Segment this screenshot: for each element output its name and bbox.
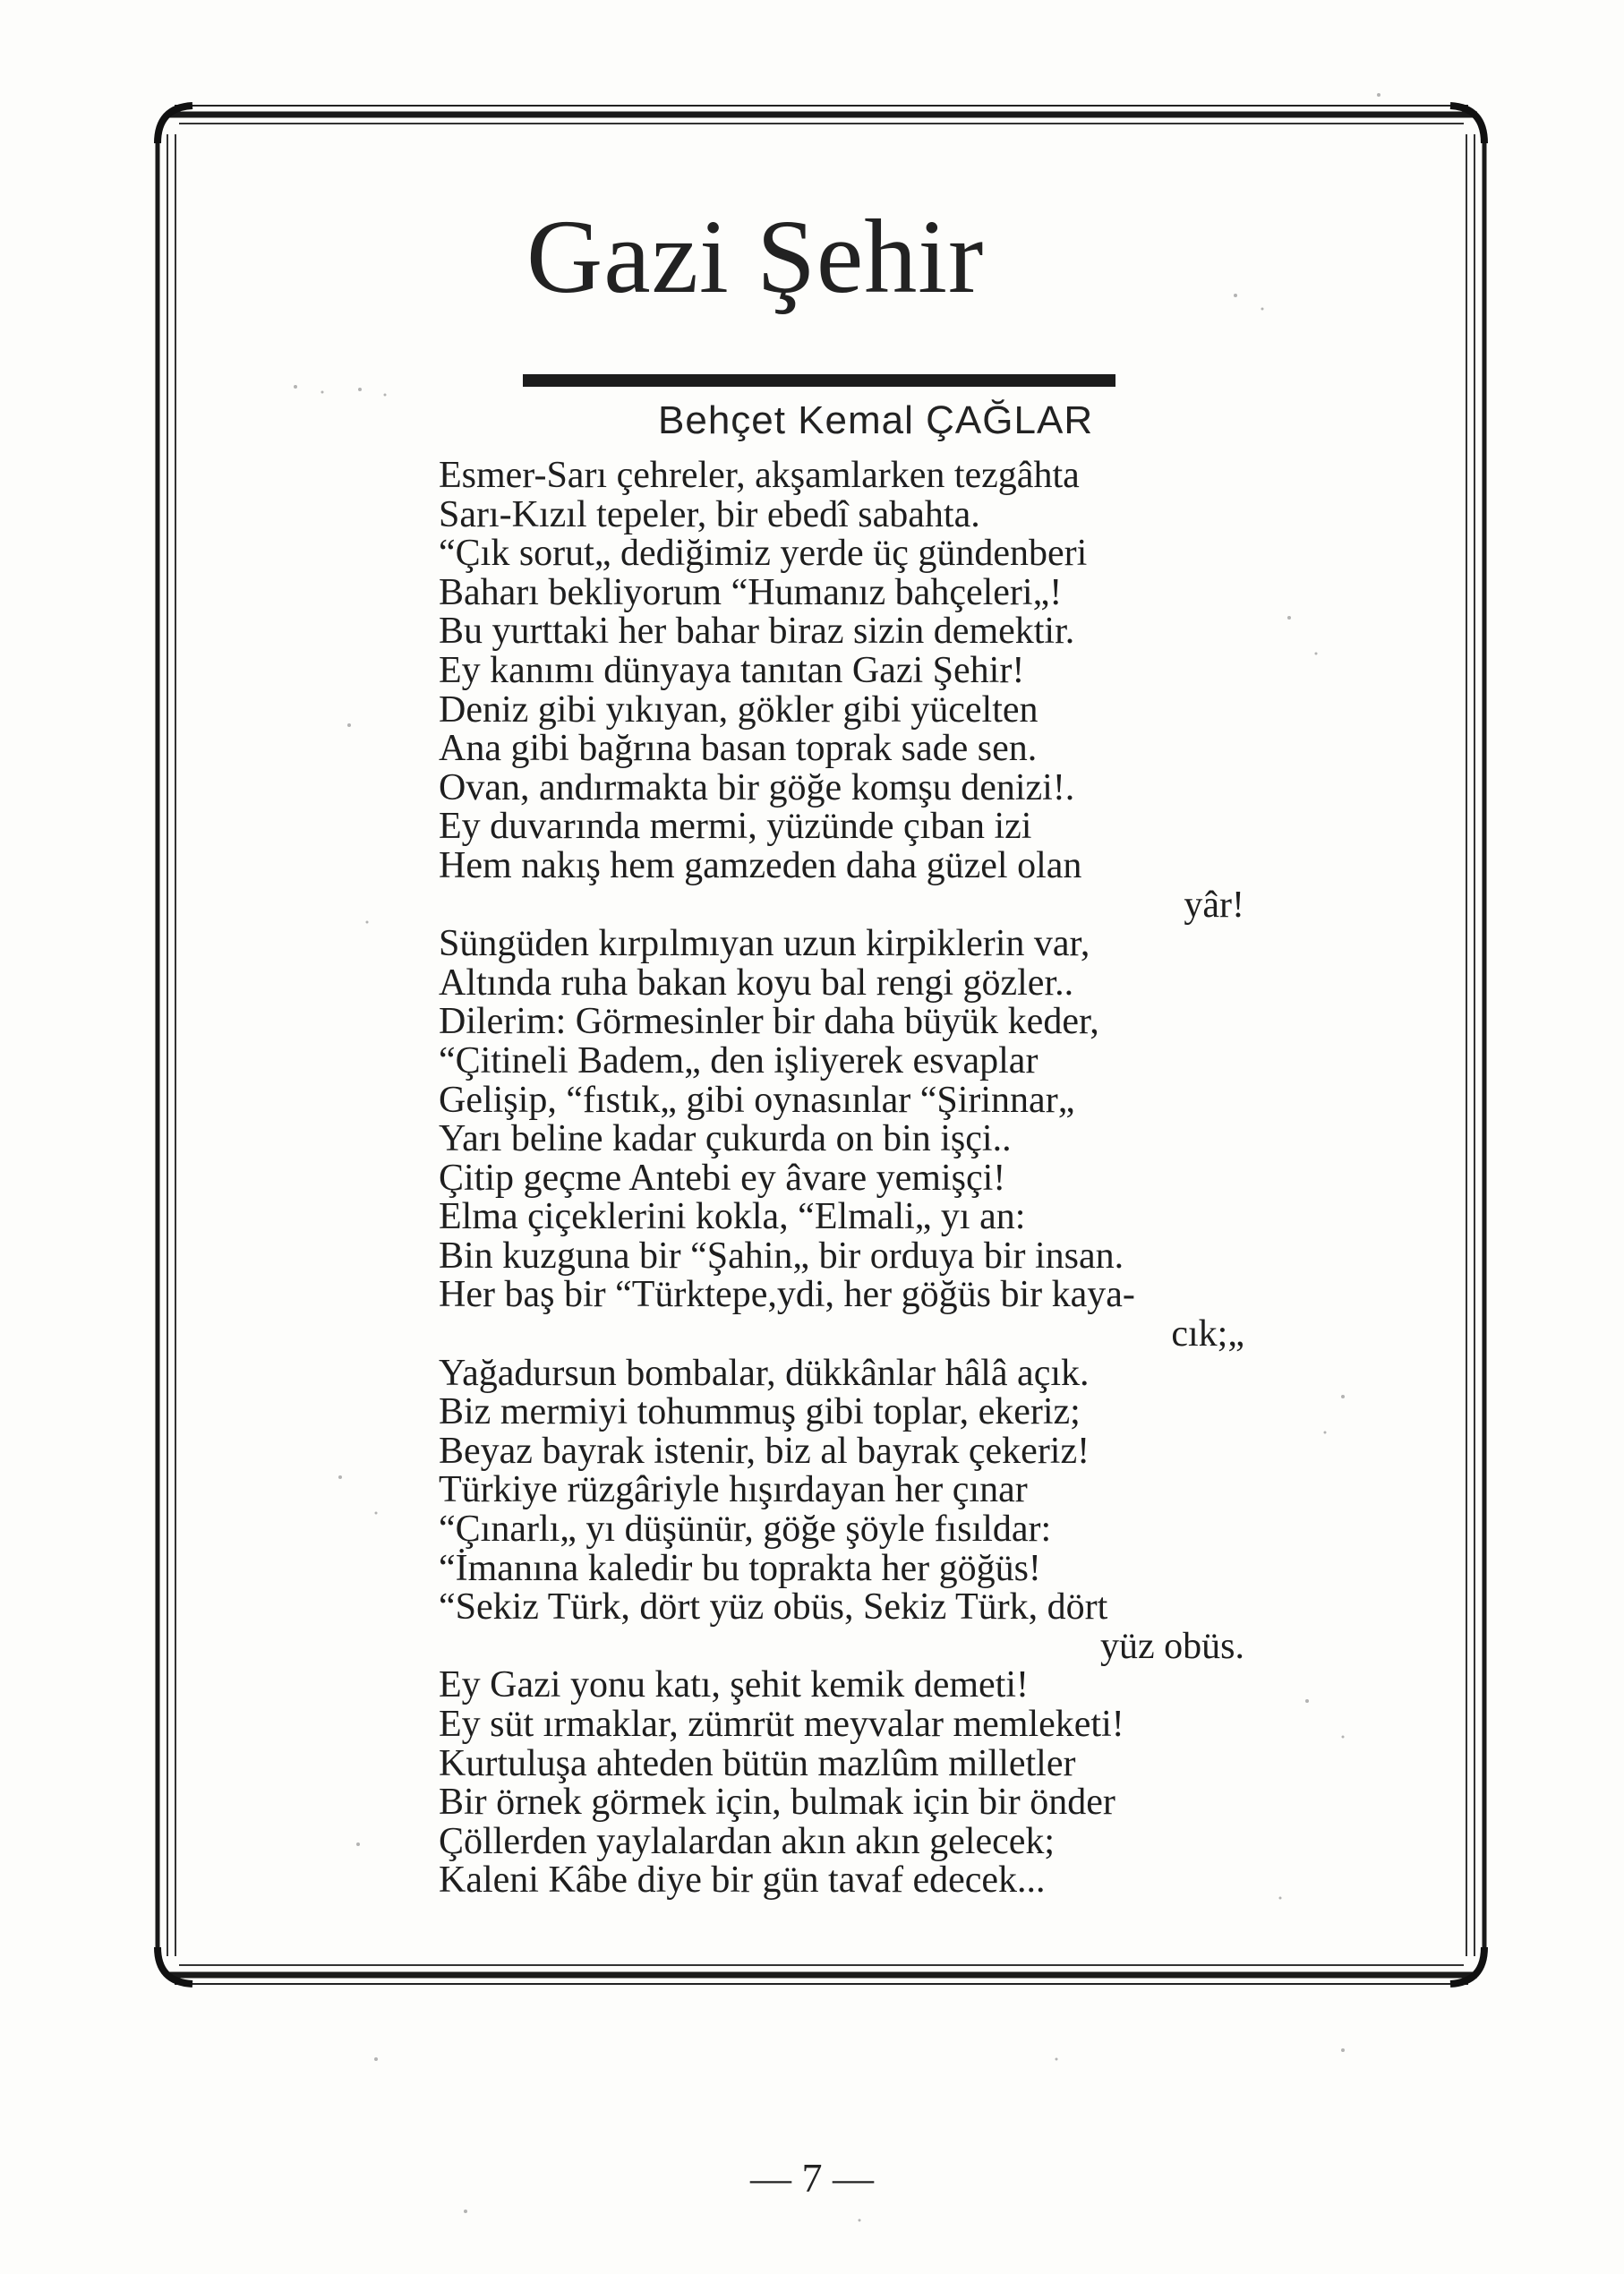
poem-line: Bir örnek görmek için, bulmak için bir önder: [439, 1782, 1115, 1824]
poem-line: Sarı-Kızıl tepeler, bir ebedî sabahta.: [439, 493, 980, 535]
poem-line-continuation: cık;„: [1171, 1313, 1244, 1355]
poem-line: Çitip geçme Antebi ey âvare yemişçi!: [439, 1157, 1006, 1199]
poem-line: Kaleni Kâbe diye bir gün tavaf edecek...: [439, 1859, 1046, 1902]
poem-line: Dilerim: Görmesinler bir daha büyük keder,: [439, 1001, 1099, 1043]
poem-line: Ey süt ırmaklar, zümrüt meyvalar memleketi!: [439, 1704, 1124, 1745]
poem-line: Bin kuzguna bir “Şahin„ bir orduya bir insan.: [439, 1235, 1124, 1277]
poem-line: Ovan, andırmakta bir göğe komşu denizi!.: [439, 766, 1075, 808]
poem-line: Süngüden kırpılmıyan uzun kirpiklerin var,: [439, 923, 1090, 965]
poem-body: [439, 457, 1262, 1901]
poem-line: Her baş bir “Türktepe,ydi, her göğüs bir kaya-: [439, 1274, 1135, 1316]
poem-line-continuation: yüz obüs.: [1100, 1625, 1244, 1667]
poem-line: Gelişip, “fıstık„ gibi oynasınlar “Şirinnar„: [439, 1079, 1075, 1121]
poem-line: Hem nakış hem gamzeden daha güzel olan: [439, 844, 1082, 886]
poem-line: “Çınarlı„ yı düşünür, göğe şöyle fısıldar:: [439, 1509, 1052, 1551]
poem-line: Altında ruha bakan koyu bal rengi gözler..: [439, 962, 1074, 1004]
poem-line: Elma çiçeklerini kokla, “Elmali„ yı an:: [439, 1196, 1026, 1238]
poem-title: Gazi Şehir: [526, 198, 985, 315]
poem-line: Baharı bekliyorum “Humanız bahçeleri„!: [439, 571, 1063, 613]
poem-line: Deniz gibi yıkıyan, gökler gibi yücelten: [439, 688, 1039, 731]
poem-line: “Çık sorut„ dediğimiz yerde üç gündenberi: [439, 533, 1088, 575]
page-number: — 7 —: [750, 2155, 874, 2201]
poem-line: “İmanına kaledir bu toprakta her göğüs!: [439, 1547, 1041, 1589]
title-underline: [523, 374, 1115, 387]
poem-line: Ey duvarında mermi, yüzünde çıban izi: [439, 806, 1032, 848]
poem-line: Bu yurttaki her bahar biraz sizin demektir.: [439, 611, 1075, 653]
poem-author: Behçet Kemal ÇAĞLAR: [658, 398, 1094, 442]
poem-line: Yağadursun bombalar, dükkânlar hâlâ açık.: [439, 1352, 1090, 1394]
poem-line: Esmer-Sarı çehreler, akşamlarken tezgâhta: [439, 455, 1080, 496]
poem-line: Biz mermiyi tohummuş gibi toplar, ekeriz;: [439, 1391, 1081, 1433]
poem-line: Ana gibi bağrına basan toprak sade sen.: [439, 728, 1038, 770]
poem-line: “Çitineli Badem„ den işliyerek esvaplar: [439, 1039, 1039, 1081]
poem-line: Kurtuluşa ahteden bütün mazlûm milletler: [439, 1742, 1076, 1784]
poem-line: Çöllerden yaylalardan akın akın gelecek;: [439, 1820, 1056, 1862]
poem-line: Yarı beline kadar çukurda on bin işçi..: [439, 1118, 1012, 1160]
poem-line-continuation: yâr!: [1184, 884, 1244, 926]
poem-line: Ey kanımı dünyaya tanıtan Gazi Şehir!: [439, 649, 1025, 691]
poem-line: “Sekiz Türk, dört yüz obüs, Sekiz Türk, dört: [439, 1586, 1108, 1629]
poem-line: Beyaz bayrak istenir, biz al bayrak çekeriz!: [439, 1430, 1090, 1472]
poem-line: Ey Gazi yonu katı, şehit kemik demeti!: [439, 1664, 1029, 1706]
poem-line: Türkiye rüzgâriyle hışırdayan her çınar: [439, 1469, 1028, 1511]
